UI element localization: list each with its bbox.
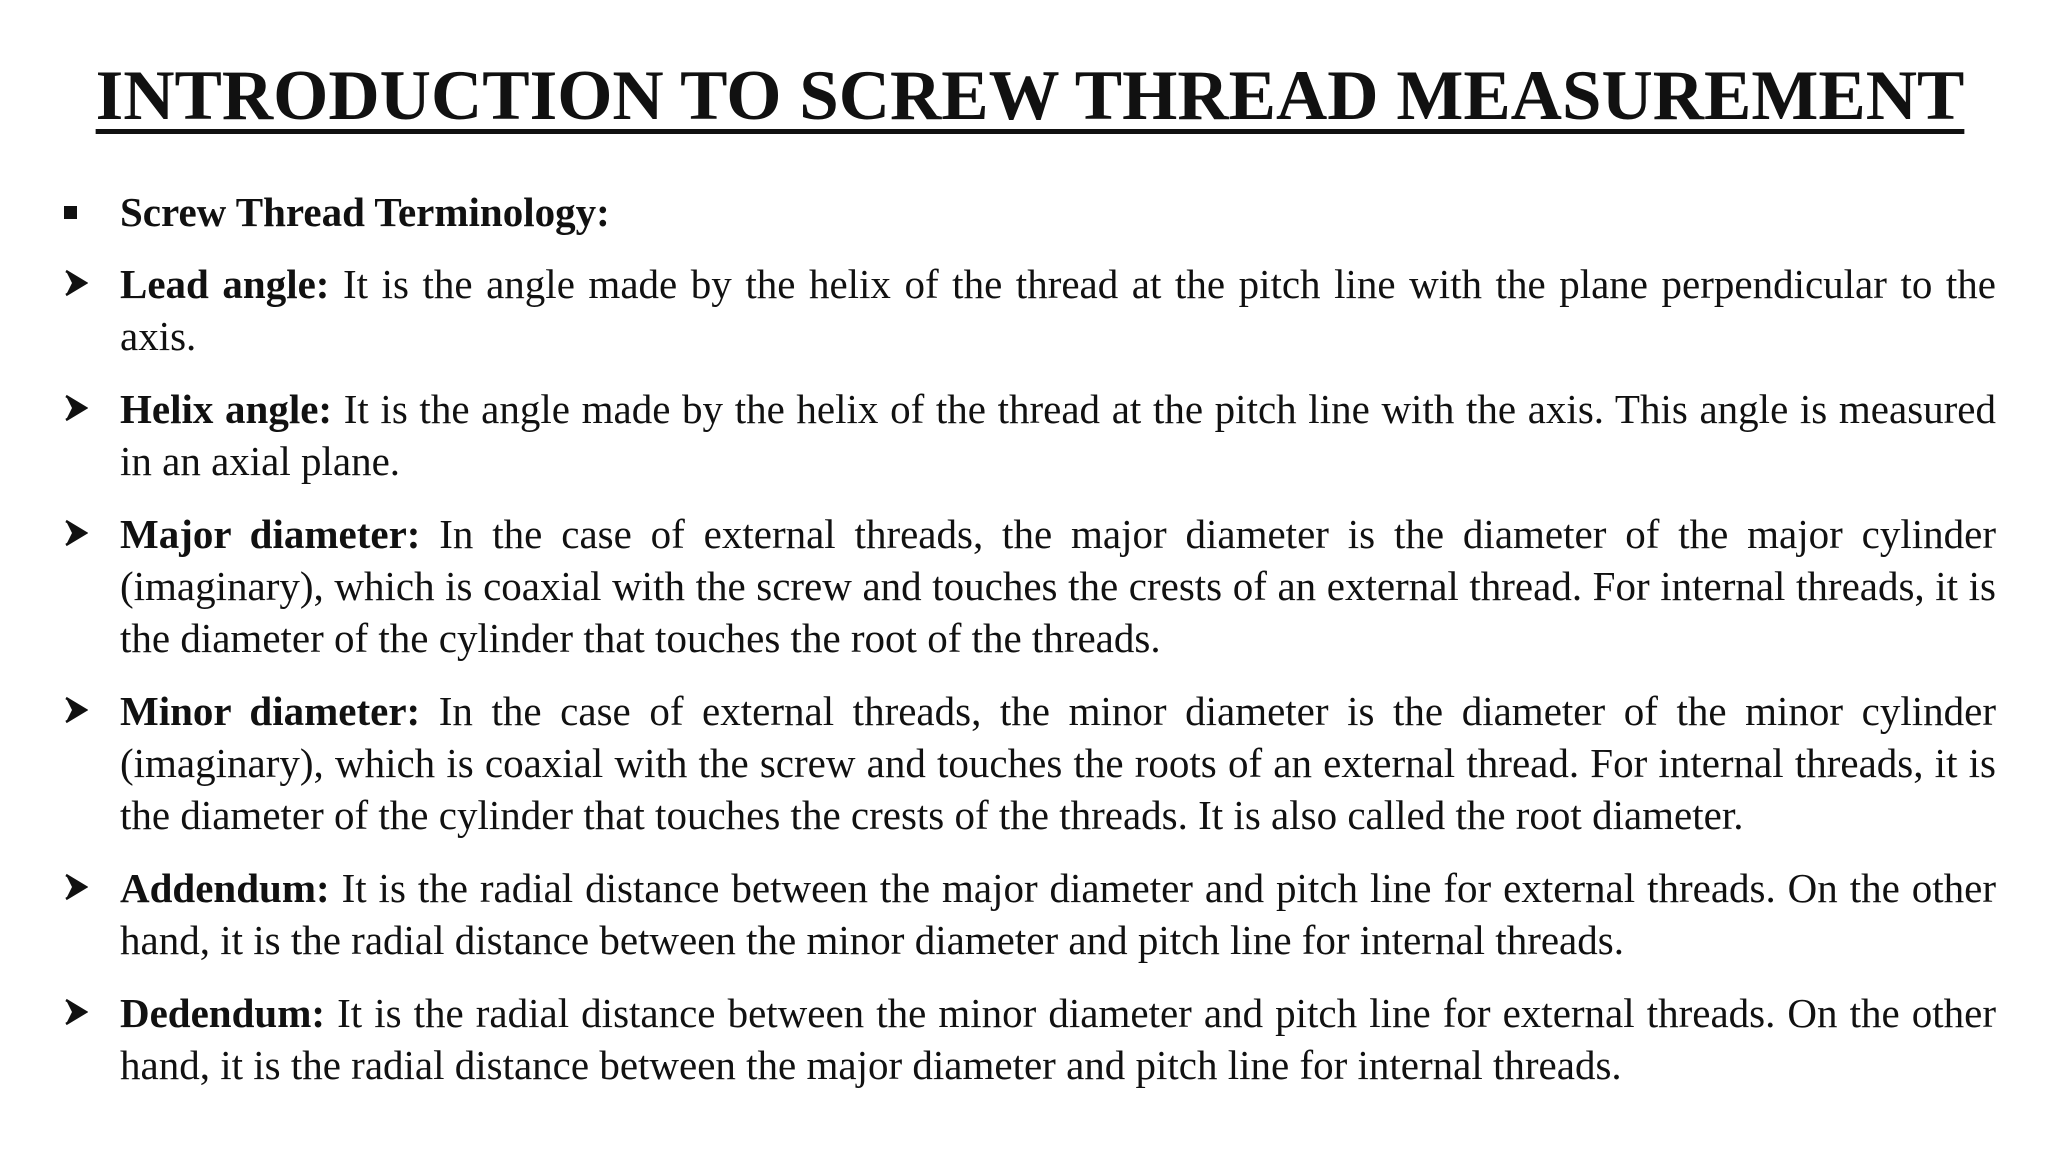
list-item-major-diameter: [64, 508, 1996, 664]
list-item-text: [118, 258, 1996, 362]
square-bullet-icon: [64, 186, 118, 238]
section-heading: Screw Thread Terminology:: [120, 189, 610, 235]
list-item-text: [118, 383, 1996, 487]
page-title: INTRODUCTION TO SCREW THREAD MEASUREMENT: [95, 57, 1965, 135]
arrow-bullet-icon: [64, 258, 118, 310]
term-definition: It is the radial distance between the minor diameter and pitch line for external threads. On the other hand, it is the radial distance between the major diameter and pitch line for internal threads.: [120, 990, 1996, 1088]
term-label: Helix angle:: [120, 386, 333, 432]
arrow-bullet-icon: [64, 685, 118, 737]
term-definition: It is the angle made by the helix of the thread at the pitch line with the plane perpendicular to the axis.: [120, 261, 1996, 359]
term-definition: In the case of external threads, the major diameter is the diameter of the major cylinder (imaginary), which is coaxial with the screw and touches the crests of an external thread. For internal threads, it is the diameter of the cylinder that touches the root of the threads.: [120, 511, 1996, 661]
term-definition: It is the angle made by the helix of the thread at the pitch line with the axis. This angle is measured in an axial plane.: [120, 386, 1997, 484]
list-item-text: [118, 987, 1996, 1091]
term-definition: It is the radial distance between the major diameter and pitch line for external threads. On the other hand, it is the radial distance between the minor diameter and pitch line for internal threads.: [120, 865, 1996, 963]
arrow-bullet-icon: [64, 862, 118, 914]
list-item-addendum: [64, 862, 1996, 966]
list-item-lead-angle: [64, 258, 1996, 362]
list-item-minor-diameter: [64, 685, 1996, 841]
term-label: Lead angle:: [120, 261, 330, 307]
term-label: Major diameter:: [120, 511, 421, 557]
arrow-bullet-icon: [64, 987, 118, 1039]
arrow-bullet-icon: [64, 383, 118, 435]
term-label: Minor diameter:: [120, 688, 421, 734]
term-label: Dedendum:: [120, 990, 326, 1036]
list-item-text: [118, 685, 1996, 841]
term-definition: In the case of external threads, the minor diameter is the diameter of the minor cylinder (imaginary), which is coaxial with the screw and touches the roots of an external thread. For internal threads, it is the diameter of the cylinder that touches the crests of the threads. It is also called the root diameter.: [120, 688, 1996, 838]
list-item-helix-angle: [64, 383, 1996, 487]
list-item-text: [118, 508, 1996, 664]
terminology-list: [64, 258, 1996, 1091]
term-label: Addendum:: [120, 865, 330, 911]
list-item-text: [118, 862, 1996, 966]
list-item-dedendum: [64, 987, 1996, 1091]
section-heading-row: [64, 186, 1996, 238]
arrow-bullet-icon: [64, 508, 118, 560]
